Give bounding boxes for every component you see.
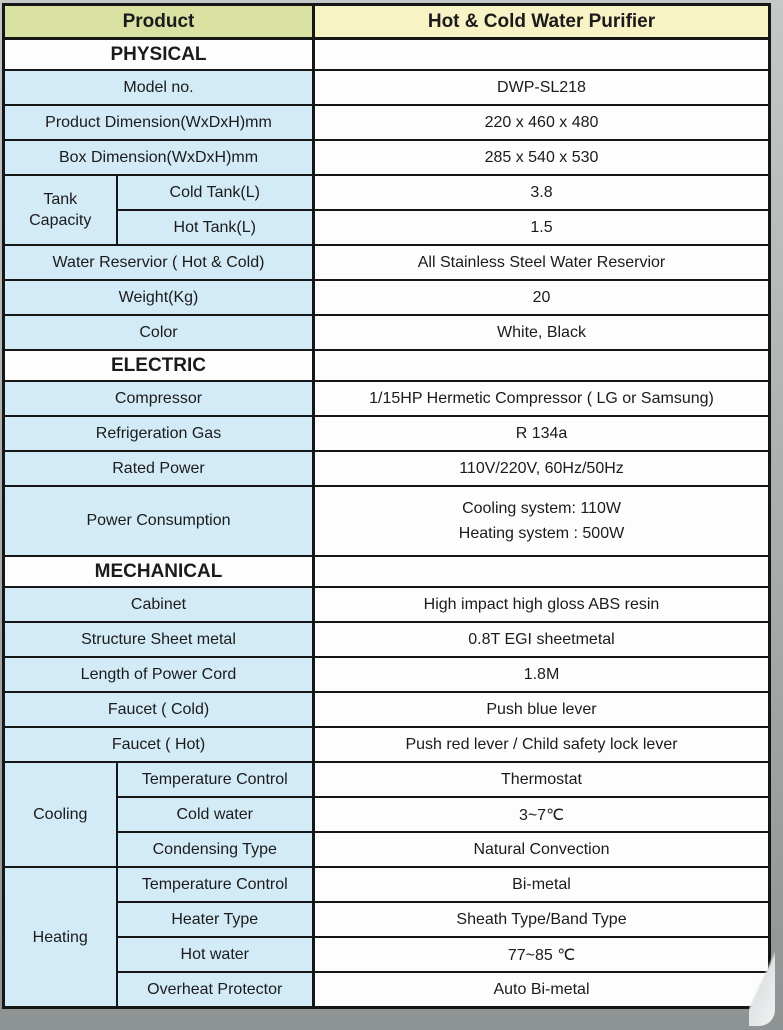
table-row [4, 587, 770, 622]
table-row [4, 486, 770, 556]
row-label: Structure Sheet metal [4, 622, 314, 657]
row-label: Temperature Control [117, 867, 314, 902]
row-value: 1.5 [314, 210, 770, 245]
row-label: Length of Power Cord [4, 657, 314, 692]
row-label: Model no. [4, 70, 314, 105]
table-row [4, 105, 770, 140]
table-row [4, 972, 770, 1008]
row-label: Heater Type [117, 902, 314, 937]
section-title: ELECTRIC [4, 350, 314, 381]
value-line: Cooling system: 110W [462, 500, 621, 517]
row-value: 110V/220V, 60Hz/50Hz [314, 451, 770, 486]
row-value: White, Black [314, 315, 770, 350]
row-value: DWP-SL218 [314, 70, 770, 105]
row-value: Natural Convection [314, 832, 770, 867]
group-label: Cooling [4, 762, 117, 867]
row-label: Hot water [117, 937, 314, 972]
row-value: 3.8 [314, 175, 770, 210]
table-row [4, 451, 770, 486]
table-row [4, 902, 770, 937]
section-title: PHYSICAL [4, 39, 314, 71]
row-value: 0.8T EGI sheetmetal [314, 622, 770, 657]
table-row [4, 867, 770, 902]
row-label: Refrigeration Gas [4, 416, 314, 451]
row-value [314, 486, 770, 556]
row-value: Auto Bi-metal [314, 972, 770, 1008]
row-value: 220 x 460 x 480 [314, 105, 770, 140]
table-row [4, 280, 770, 315]
row-label: Water Reservior ( Hot & Cold) [4, 245, 314, 280]
row-label: Overheat Protector [117, 972, 314, 1008]
row-value: Sheath Type/Band Type [314, 902, 770, 937]
row-label: Compressor [4, 381, 314, 416]
section-row [4, 556, 770, 587]
table-row [4, 622, 770, 657]
value-line: Heating system : 500W [458, 525, 625, 542]
group-label: Tank Capacity [4, 175, 117, 245]
section-empty-cell [314, 556, 770, 587]
row-value: 3~7℃ [314, 797, 770, 832]
row-label: Power Consumption [4, 486, 314, 556]
table-row [4, 175, 770, 210]
table-row [4, 70, 770, 105]
row-label: Weight(Kg) [4, 280, 314, 315]
row-label: Cold Tank(L) [117, 175, 314, 210]
table-header-row [4, 5, 770, 39]
row-value: R 134a [314, 416, 770, 451]
section-empty-cell [314, 39, 770, 71]
table-row [4, 657, 770, 692]
row-label: Rated Power [4, 451, 314, 486]
table-row [4, 210, 770, 245]
row-value: Push red lever / Child safety lock lever [314, 727, 770, 762]
row-label: Color [4, 315, 314, 350]
row-label: Faucet ( Cold) [4, 692, 314, 727]
row-label: Product Dimension(WxDxH)mm [4, 105, 314, 140]
row-label: Cabinet [4, 587, 314, 622]
row-value: 1/15HP Hermetic Compressor ( LG or Samsung) [314, 381, 770, 416]
table-row [4, 937, 770, 972]
group-label: Heating [4, 867, 117, 1008]
section-empty-cell [314, 350, 770, 381]
row-value: Push blue lever [314, 692, 770, 727]
row-label: Condensing Type [117, 832, 314, 867]
table-row [4, 797, 770, 832]
row-value: 285 x 540 x 530 [314, 140, 770, 175]
row-label: Hot Tank(L) [117, 210, 314, 245]
spec-table [2, 3, 771, 1009]
row-value: 20 [314, 280, 770, 315]
table-row [4, 762, 770, 797]
row-value: Thermostat [314, 762, 770, 797]
section-row [4, 350, 770, 381]
section-title: MECHANICAL [4, 556, 314, 587]
row-value: 1.8M [314, 657, 770, 692]
row-label: Faucet ( Hot) [4, 727, 314, 762]
row-value: 77~85 ℃ [314, 937, 770, 972]
table-row [4, 140, 770, 175]
row-value: Bi-metal [314, 867, 770, 902]
table-row [4, 245, 770, 280]
section-row [4, 39, 770, 71]
row-value: High impact high gloss ABS resin [314, 587, 770, 622]
row-label: Box Dimension(WxDxH)mm [4, 140, 314, 175]
row-value: All Stainless Steel Water Reservior [314, 245, 770, 280]
row-label: Temperature Control [117, 762, 314, 797]
header-product-cell: Product [4, 5, 314, 39]
spec-sheet [2, 3, 771, 1009]
row-label: Cold water [117, 797, 314, 832]
table-row [4, 315, 770, 350]
table-row [4, 381, 770, 416]
table-row [4, 727, 770, 762]
table-row [4, 416, 770, 451]
page-curl [749, 942, 775, 1026]
table-row [4, 692, 770, 727]
table-row [4, 832, 770, 867]
header-value-cell: Hot & Cold Water Purifier [314, 5, 770, 39]
